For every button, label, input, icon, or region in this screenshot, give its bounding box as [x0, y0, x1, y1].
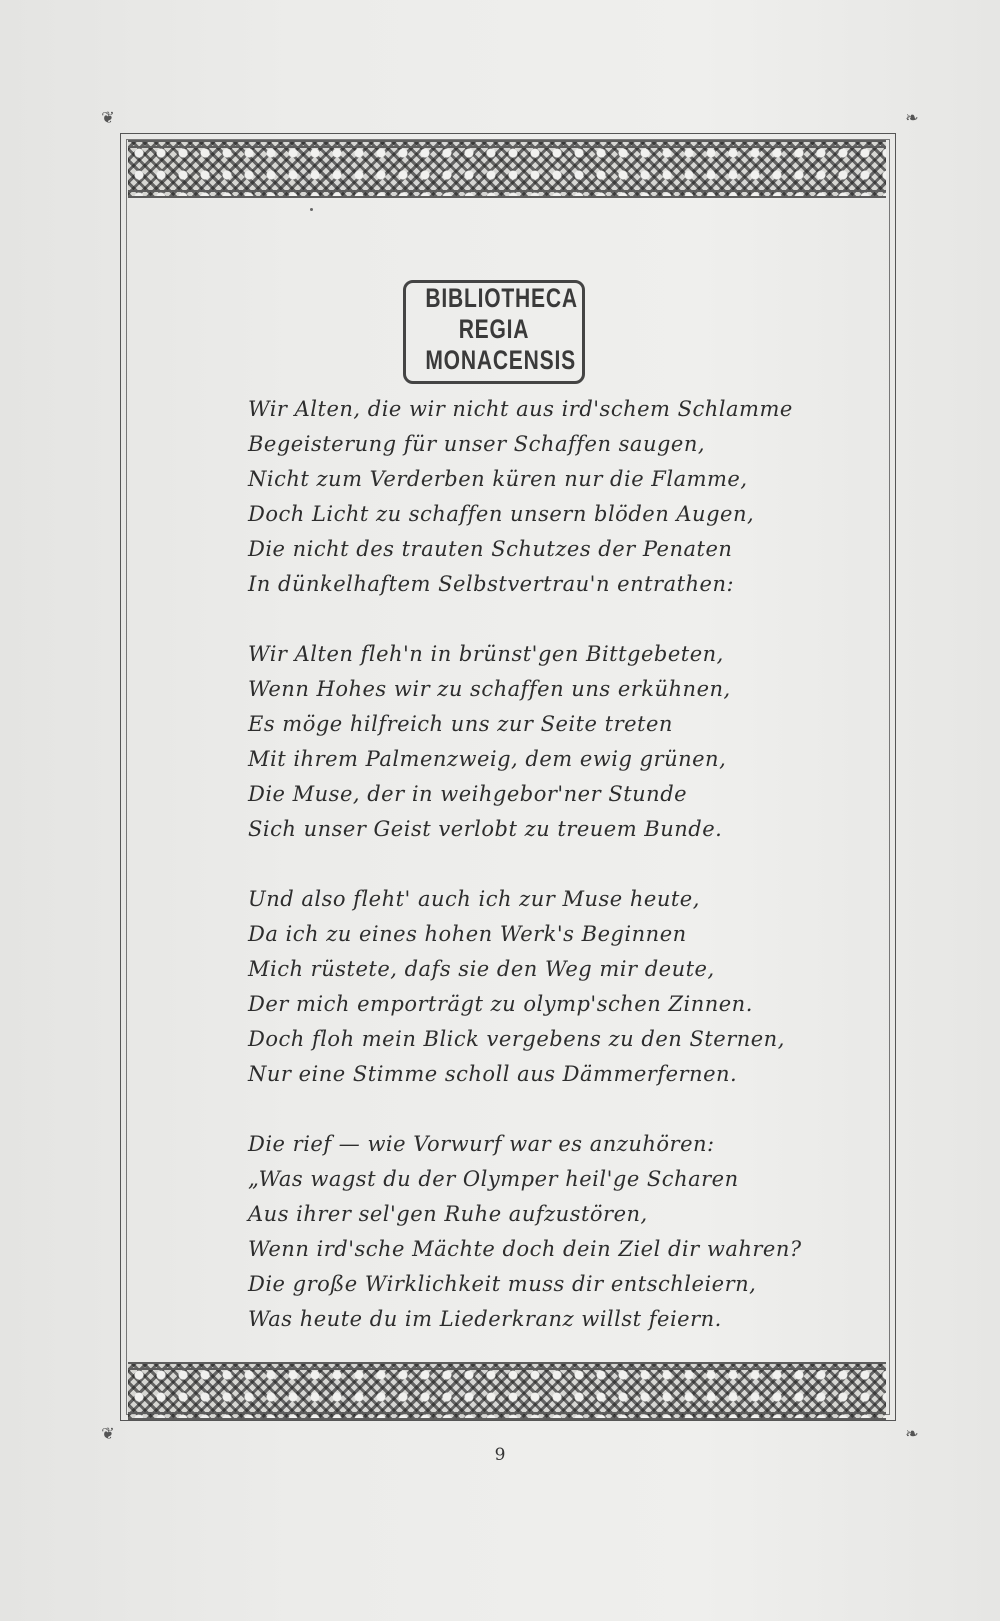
poem-line: In dünkelhaftem Selbstvertrau'n entrathen:	[248, 572, 735, 596]
stamp-line: BIBLIOTHECA	[425, 283, 578, 313]
poem-line: Der mich emporträgt zu olymp'schen Zinnen.	[248, 992, 753, 1016]
stamp-line: MONACENSIS	[425, 345, 576, 375]
poem-line: Es möge hilfreich uns zur Seite treten	[248, 712, 673, 736]
poem-line: Sich unser Geist verlobt zu treuem Bunde.	[248, 817, 723, 841]
poem-line: Was heute du im Liederkranz willst feiern.	[248, 1307, 722, 1331]
poem-line: Nur eine Stimme scholl aus Dämmerfernen.	[248, 1062, 738, 1086]
poem-line: Und also fleht' auch ich zur Muse heute,	[248, 887, 700, 911]
stamp-line: REGIA	[458, 314, 530, 344]
poem-line: Doch Licht zu schaffen unsern blöden Augen,	[248, 502, 755, 526]
poem-line: Wenn Hohes wir zu schaffen uns erkühnen,	[248, 677, 731, 701]
poem-line: Aus ihrer sel'gen Ruhe aufzustören,	[248, 1202, 648, 1226]
poem-line: Mich rüstete, dafs sie den Weg mir deute,	[248, 957, 715, 981]
top-left-fleuron-icon: ❦	[101, 108, 115, 127]
poem-line: Die Muse, der in weihgebor'ner Stunde	[248, 782, 688, 806]
top-ornamental-band	[128, 140, 886, 198]
poem-line: Begeisterung für unser Schaffen saugen,	[248, 432, 706, 456]
poem-line: Nicht zum Verderben küren nur die Flamme,	[248, 467, 748, 491]
poem-line: „Was wagst du der Olymper heil'ge Scharen	[248, 1167, 739, 1191]
stanza-1	[248, 392, 848, 602]
bottom-left-fleuron-icon: ❦	[101, 1424, 115, 1443]
poem-line: Die rief — wie Vorwurf war es anzuhören:	[248, 1132, 715, 1156]
poem	[248, 392, 848, 1372]
poem-line: Doch floh mein Blick vergebens zu den Sternen,	[248, 1027, 785, 1051]
poem-line: Die große Wirklichkeit muss dir entschleiern,	[248, 1272, 757, 1296]
poem-line: Wir Alten, die wir nicht aus ird'schem Schlamme	[248, 397, 793, 421]
page-number: 9	[494, 1445, 506, 1465]
library-stamp	[403, 280, 585, 384]
poem-line: Mit ihrem Palmenzweig, dem ewig grünen,	[248, 747, 727, 771]
stanza-3	[248, 882, 848, 1092]
ink-speck	[310, 208, 313, 211]
bottom-right-fleuron-icon: ❧	[905, 1424, 919, 1443]
poem-line: Die nicht des trauten Schutzes der Penaten	[248, 537, 733, 561]
poem-line: Da ich zu eines hohen Werk's Beginnen	[248, 922, 687, 946]
top-right-fleuron-icon: ❧	[905, 108, 919, 127]
stanza-4	[248, 1127, 848, 1337]
stanza-2	[248, 637, 848, 847]
poem-line: Wenn ird'sche Mächte doch dein Ziel dir wahren?	[248, 1237, 802, 1261]
poem-line: Wir Alten fleh'n in brünst'gen Bittgebeten,	[248, 642, 724, 666]
